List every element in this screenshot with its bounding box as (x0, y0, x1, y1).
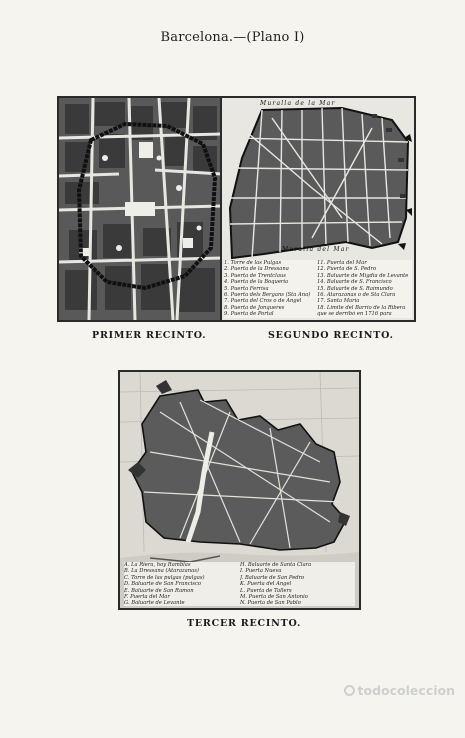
legend-item: G. Baluarte de Levante (124, 600, 185, 607)
primer-recinto-map (57, 96, 224, 322)
tercer-recinto-caption: TERCER RECINTO. (187, 618, 302, 629)
watermark (344, 683, 455, 698)
primer-recinto-map-graphic (59, 98, 222, 320)
legend-item: C. Torre de las pulgas (pulgas) (124, 574, 205, 581)
muralla-del-mar-label: Muralla del Mar (282, 246, 350, 253)
watermark-text: todocoleccion (357, 683, 455, 698)
tercer-recinto-map (118, 370, 361, 610)
legend-item: L. Puerta de Tallers (240, 587, 292, 594)
legend-item: 3. Puerta de Trentclaus (224, 272, 286, 279)
segundo-recinto-map (220, 96, 416, 322)
legend-item: H. Baluarte de Santa Clara (240, 562, 312, 568)
legend-item: M. Puerta de San Antonio (240, 594, 308, 601)
watermark-logo-icon (344, 685, 355, 696)
legend-item: I. Puerta Nueva (240, 568, 282, 575)
tercer-legend-left (124, 562, 234, 606)
legend-item: K. Puerta del Angel (240, 581, 292, 588)
legend-item: 9. Puerta de Portal (224, 311, 274, 318)
legend-item: B. La Dressana (Atarazanas) (124, 568, 199, 575)
legend-item: N. Puerta de San Pablo (240, 600, 301, 607)
legend-item: 6. Puerta dels Bergans (Sta Ana) (224, 292, 311, 299)
legend-item: F. Puerta del Mar (124, 594, 170, 601)
legend-item: 4. Puerta de la Boqueria (224, 279, 289, 286)
muralla-de-la-mar-label: Muralla de la Mar (260, 100, 336, 107)
legend-item: que se derribó en 1716 para (317, 311, 392, 318)
primer-recinto-caption: PRIMER RECINTO. (92, 330, 207, 341)
legend-item: 17. Santa Maria (317, 298, 360, 305)
segundo-legend-right (317, 260, 411, 318)
legend-item: 12. Puerta de S. Pedro (317, 266, 377, 273)
legend-item: A. La Riera, hoy Ramblas (124, 562, 191, 568)
segundo-legend-left (224, 260, 314, 318)
legend-item: 8. Puerta de Jonqueres (224, 304, 285, 311)
legend-item: 11. Puerta del Mar (317, 260, 367, 266)
legend-item: 5. Puerta Ferrisa (224, 285, 269, 292)
tercer-legend-right (240, 562, 350, 606)
tercer-legend (124, 562, 355, 606)
legend-item: E. Baluarte de San Ramon (124, 587, 194, 594)
legend-item: 14. Baluarte de S. Francisco (317, 279, 392, 286)
legend-item: J. Baluarte de San Pedro (240, 574, 305, 581)
legend-item: 16. Atarazanas o de Sta Clara (317, 292, 396, 299)
page-title: Barcelona.—(Plano I) (160, 30, 305, 45)
legend-item: 13. Baluarte de Migdia de Levante (317, 272, 409, 279)
segundo-recinto-caption: SEGUNDO RECINTO. (268, 330, 394, 341)
legend-item: 1. Torre de las Pulgas (224, 260, 282, 266)
legend-item: 15. Baluarte de S. Raimundo (317, 285, 393, 292)
legend-item: 2. Puerta de la Dressana (224, 266, 289, 273)
segundo-legend (224, 260, 412, 318)
legend-item: D. Baluarte de San Francisco (124, 581, 201, 588)
legend-item: 7. Puerta del Cros o de Angel (224, 298, 302, 305)
legend-item: 18. Limite del Barrio de la Ribera (317, 304, 406, 311)
